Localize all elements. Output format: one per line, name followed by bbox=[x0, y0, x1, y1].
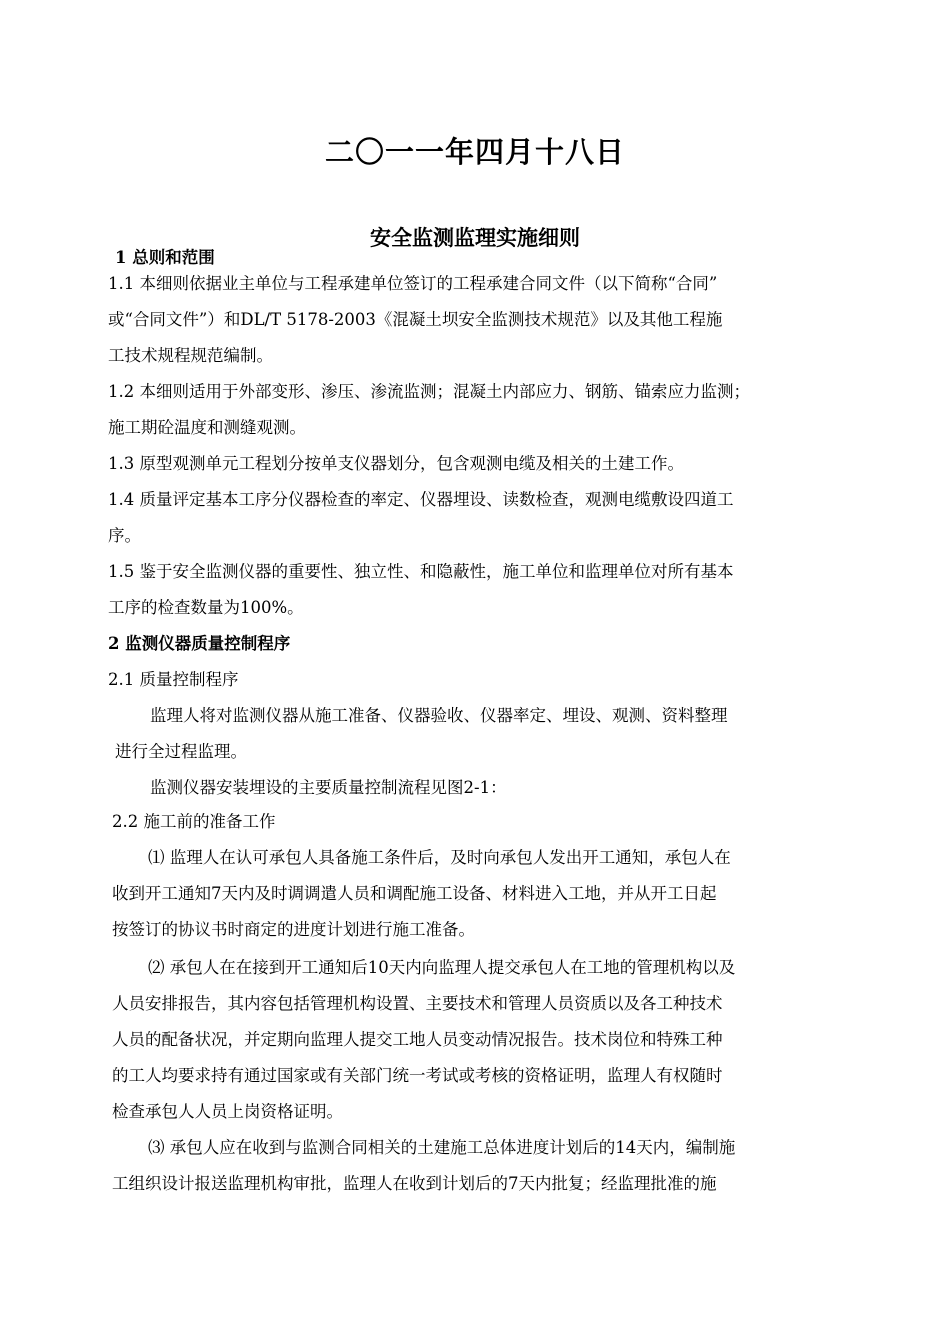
paragraph-line: 1.5 鉴于安全监测仪器的重要性、独立性、和隐蔽性，施工单位和监理单位对所有基本 bbox=[108, 562, 734, 581]
paragraph-line: 1.4 质量评定基本工序分仪器检查的率定、仪器埋设、读数检查，观测电缆敷设四道工 bbox=[108, 490, 734, 509]
paragraph-line: 的工人均要求持有通过国家或有关部门统一考试或考核的资格证明，监理人有权随时 bbox=[112, 1066, 723, 1085]
paragraph-line: ⑵ 承包人在在接到开工通知后10天内向监理人提交承包人在工地的管理机构以及 bbox=[148, 958, 736, 977]
paragraph-line: 进行全过程监理。 bbox=[115, 742, 247, 761]
paragraph-line: ⑶ 承包人应在收到与监测合同相关的土建施工总体进度计划后的14天内，编制施 bbox=[148, 1138, 736, 1157]
section-heading: 2 监测仪器质量控制程序 bbox=[108, 634, 291, 653]
paragraph-line: 1.2 本细则适用于外部变形、渗压、渗流监测；混凝土内部应力、钢筋、锚索应力监测； bbox=[108, 382, 750, 401]
paragraph-line: 人员安排报告，其内容包括管理机构设置、主要技术和管理人员资质以及各工种技术 bbox=[112, 994, 723, 1013]
paragraph-line: 监测仪器安装埋设的主要质量控制流程见图2-1： bbox=[150, 778, 507, 797]
paragraph-line: 施工期砼温度和测缝观测。 bbox=[108, 418, 306, 437]
paragraph-line: 人员的配备状况，并定期向监理人提交工地人员变动情况报告。技术岗位和特殊工种 bbox=[112, 1030, 723, 1049]
paragraph-line: 监理人将对监测仪器从施工准备、仪器验收、仪器率定、埋设、观测、资料整理 bbox=[150, 706, 728, 725]
paragraph-line: 或“合同文件”）和DL/T 5178-2003《混凝土坝安全监测技术规范》以及其他工程施 bbox=[108, 310, 723, 329]
subsection-heading: 2.2 施工前的准备工作 bbox=[112, 812, 276, 831]
paragraph-line: 工序的检查数量为100%。 bbox=[108, 598, 304, 617]
subsection-heading: 2.1 质量控制程序 bbox=[108, 670, 239, 689]
paragraph-line: 检查承包人人员上岗资格证明。 bbox=[112, 1102, 343, 1121]
paragraph-line: 工组织设计报送监理机构审批，监理人在收到计划后的7天内批复；经监理批准的施 bbox=[112, 1174, 717, 1193]
paragraph-line: ⑴ 监理人在认可承包人具备施工条件后，及时向承包人发出开工通知，承包人在 bbox=[148, 848, 731, 867]
paragraph-line: 收到开工通知7天内及时调调遣人员和调配施工设备、材料进入工地，并从开工日起 bbox=[112, 884, 717, 903]
paragraph-line: 工技术规程规范编制。 bbox=[108, 346, 273, 365]
paragraph-line: 序。 bbox=[108, 526, 141, 545]
section-heading: 1 总则和范围 bbox=[115, 248, 215, 267]
paragraph-line: 1.3 原型观测单元工程划分按单支仪器划分，包含观测电缆及相关的土建工作。 bbox=[108, 454, 684, 473]
paragraph-line: 按签订的协议书时商定的进度计划进行施工准备。 bbox=[112, 920, 475, 939]
paragraph-line: 1.1 本细则依据业主单位与工程承建单位签订的工程承建合同文件（以下简称“合同” bbox=[108, 274, 718, 293]
date-heading: 二〇一一年四月十八日 bbox=[324, 135, 625, 169]
document-title: 安全监测监理实施细则 bbox=[370, 225, 580, 250]
